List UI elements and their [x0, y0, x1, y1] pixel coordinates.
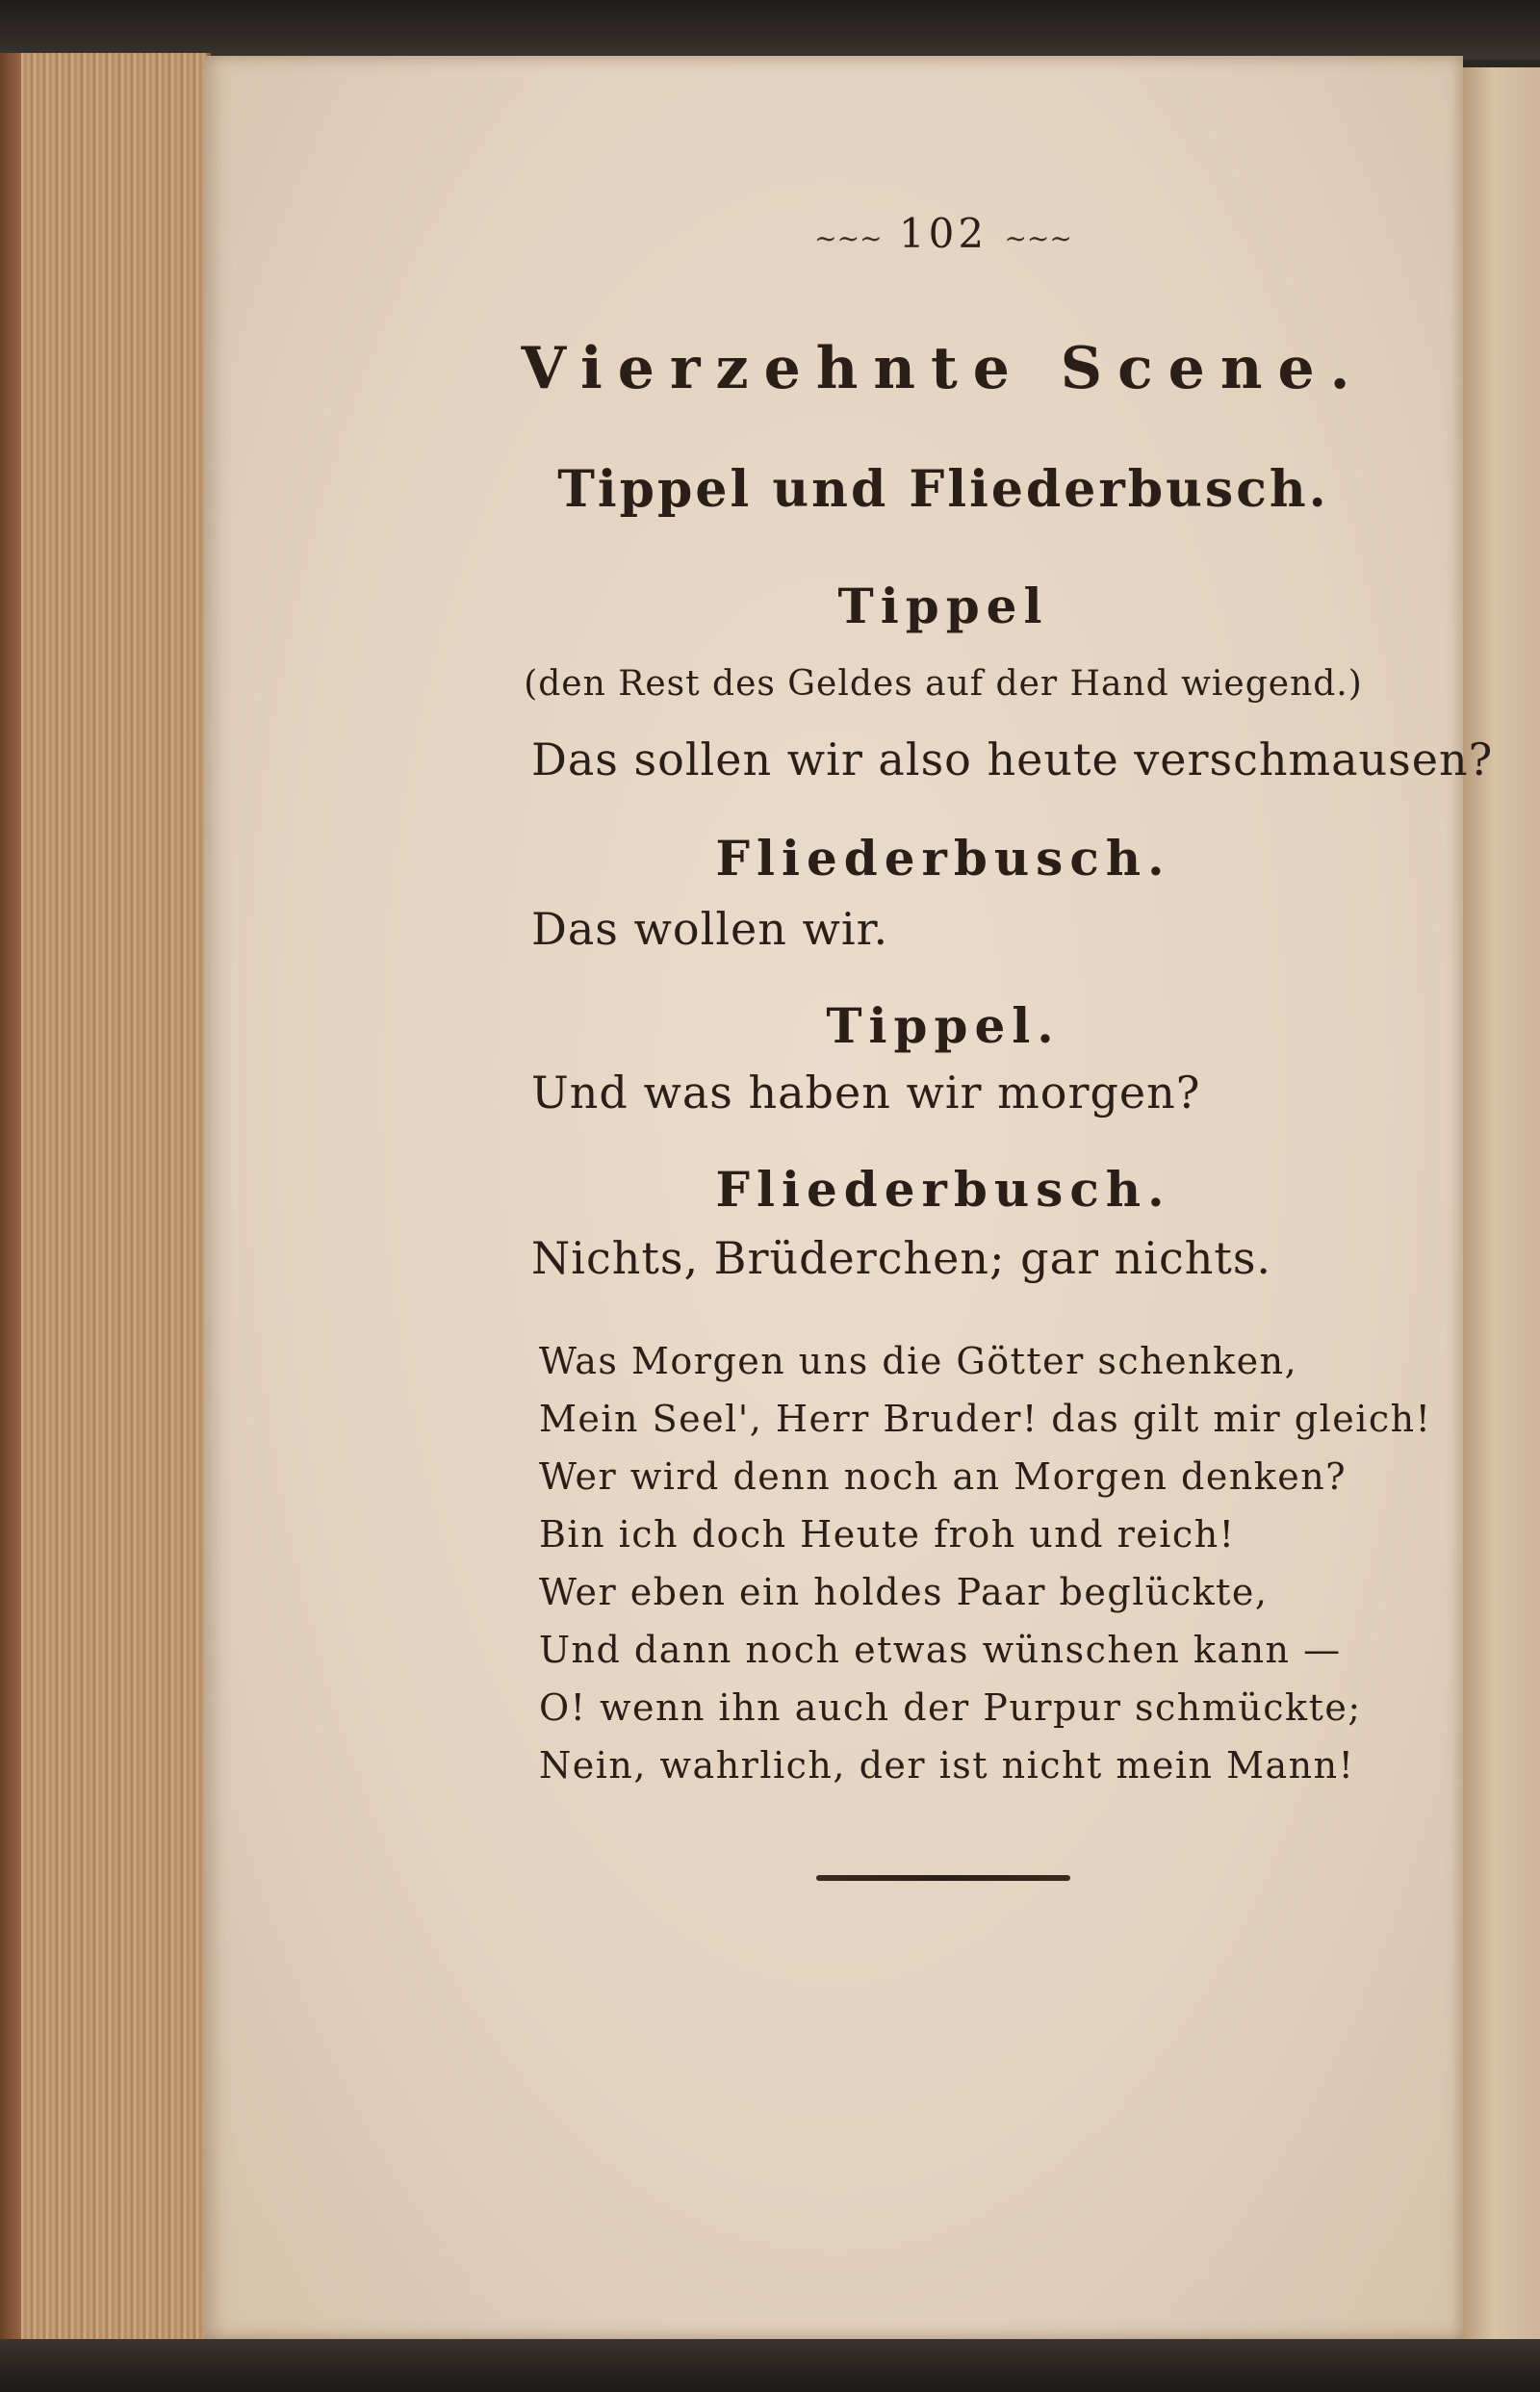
verse-line: Wer wird denn noch an Morgen denken?: [539, 1455, 1348, 1498]
verse-line: Nein, wahrlich, der ist nicht mein Mann!: [539, 1744, 1355, 1787]
stage-direction: (den Rest des Geldes auf der Hand wiegend.): [524, 664, 1363, 704]
verse-line: O! wenn ihn auch der Purpur schmückte;: [539, 1686, 1362, 1729]
speaker-tippel: Tippel.: [826, 997, 1061, 1054]
speaker-fliederbusch: Fliederbusch.: [715, 830, 1171, 887]
header-ornament-right: ~~~: [1004, 222, 1072, 254]
verse-line: Was Morgen uns die Götter schenken,: [539, 1340, 1298, 1382]
characters-line: Tippel und Fliederbusch.: [557, 460, 1329, 519]
verse-line: Bin ich doch Heute froh und reich!: [539, 1513, 1236, 1556]
facing-page-edge: [1463, 67, 1540, 2339]
header-ornament-left: ~~~: [814, 222, 883, 254]
verse-line: Und dann noch etwas wünschen kann —: [539, 1629, 1342, 1671]
dialogue-line: Und was haben wir morgen?: [531, 1067, 1201, 1119]
page-header: [751, 210, 1136, 257]
top-background: [0, 0, 1540, 60]
speaker-fliederbusch: Fliederbusch.: [715, 1161, 1171, 1218]
dialogue-line: Das sollen wir also heute verschmausen?: [531, 733, 1494, 785]
verse-line: Wer eben ein holdes Paar beglückte,: [539, 1571, 1269, 1613]
page-stack-edge: [0, 53, 211, 2344]
end-rule: [816, 1875, 1070, 1881]
bottom-background: [0, 2339, 1540, 2392]
dialogue-line: Das wollen wir.: [531, 903, 889, 955]
dialogue-line: Nichts, Brüderchen; gar nichts.: [531, 1232, 1272, 1284]
page-number: 102: [898, 210, 988, 257]
book-binding: [0, 53, 21, 2344]
speaker-tippel: Tippel: [837, 578, 1049, 634]
scene-title: Vierzehnte Scene.: [521, 335, 1366, 402]
verse-line: Mein Seel', Herr Bruder! das gilt mir gleich!: [539, 1398, 1432, 1440]
